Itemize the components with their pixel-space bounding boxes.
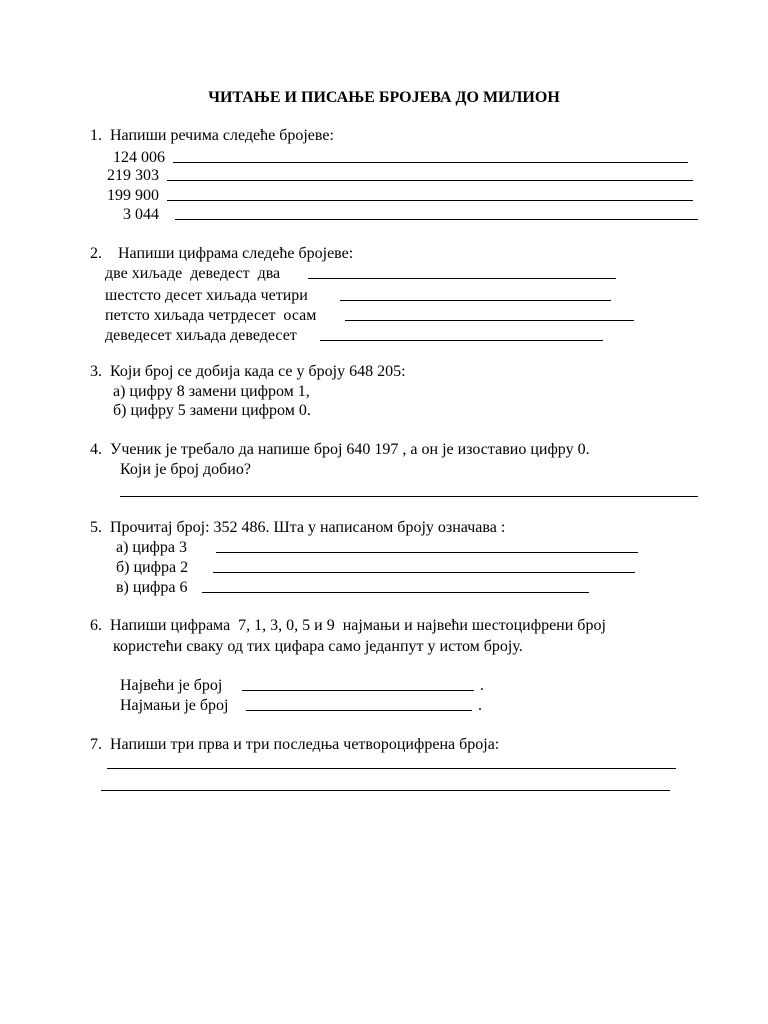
q5-answer-line-c[interactable] [202, 592, 589, 593]
q6-largest-label: Највећи је број [120, 677, 223, 694]
q1-number-3: 199 900 [107, 187, 159, 204]
q2-answer-line-3[interactable] [345, 320, 634, 321]
q1-answer-line-3[interactable] [167, 200, 693, 201]
q3-part-b: б) цифру 5 замени цифром 0. [113, 402, 311, 419]
q6-smallest-answer-line[interactable] [246, 710, 472, 711]
question-6-label: 6. Напиши цифрама 7, 1, 3, 0, 5 и 9 најмањи и највећи шестоцифрени број [90, 617, 606, 634]
question-1-label: 1. Напиши речима следеће бројеве: [90, 127, 334, 144]
q3-part-a: а) цифру 8 замени цифром 1, [113, 383, 310, 400]
q6-smallest-label: Најмањи је број [120, 697, 229, 714]
question-5-label: 5. Прочитај број: 352 486. Шта у написаном броју означава : [90, 519, 506, 536]
q5-part-c: в) цифра 6 [116, 579, 188, 596]
q6-smallest-period: . [478, 697, 482, 714]
question-4-label: 4. Ученик је требало да напише број 640 197 , а он је изоставио цифру 0. [90, 441, 590, 458]
question-3-label: 3. Који број се добија када се у броју 648 205: [90, 363, 406, 380]
q1-number-1: 124 006 [113, 149, 165, 166]
question-6-line-2: користећи сваку од тих цифара само једанпут у истом броју. [113, 638, 523, 655]
q2-answer-line-1[interactable] [308, 278, 616, 279]
q1-answer-line-2[interactable] [167, 180, 693, 181]
q2-answer-line-4[interactable] [320, 340, 603, 341]
q1-number-2: 219 303 [107, 167, 159, 184]
q2-answer-line-2[interactable] [340, 300, 611, 301]
q5-part-a: а) цифра 3 [116, 539, 188, 556]
q2-item-1: две хиљаде деведест два [105, 265, 281, 282]
q1-answer-line-1[interactable] [173, 162, 688, 163]
q5-answer-line-b[interactable] [213, 572, 635, 573]
q2-item-2: шестсто десет хиљада четири [105, 287, 308, 304]
q5-part-b: б) цифра 2 [116, 559, 189, 576]
question-2-label: 2. Напиши цифрама следеће бројеве: [90, 245, 354, 262]
q7-answer-line-2[interactable] [101, 790, 670, 791]
q1-answer-line-4[interactable] [175, 219, 698, 220]
q6-largest-period: . [480, 677, 484, 694]
question-7-label: 7. Напиши три прва и три последња четвороцифрена броја: [90, 736, 500, 753]
q2-item-3: петсто хиљада четрдесет осам [105, 307, 317, 324]
q2-item-4: деведесет хиљада деведесет [105, 327, 297, 344]
q5-answer-line-a[interactable] [216, 552, 638, 553]
question-4-line-2: Који је број добио? [120, 461, 251, 478]
q1-number-4: 3 044 [123, 206, 159, 223]
q6-largest-answer-line[interactable] [242, 690, 474, 691]
q4-answer-line[interactable] [120, 496, 698, 497]
q7-answer-line-1[interactable] [107, 768, 676, 769]
page-title: ЧИТАЊЕ И ПИСАЊЕ БРОЈЕВА ДО МИЛИОН [208, 89, 560, 106]
